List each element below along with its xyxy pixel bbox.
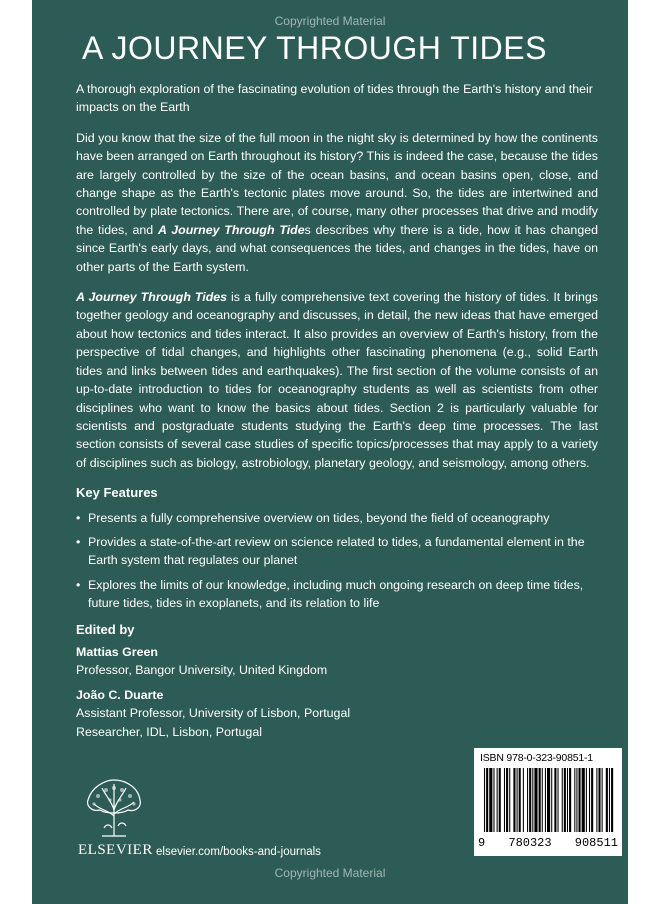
- barcode-bar: [586, 768, 587, 832]
- barcode-bar: [486, 768, 488, 832]
- editor-affiliation: Professor, Bangor University, United Kingdom: [76, 663, 328, 678]
- barcode-bar: [497, 768, 498, 832]
- barcode-bar: [493, 768, 494, 832]
- lead-paragraph: A thorough exploration of the fascinating evolution of tides through the Earth's history and their impacts on the Earth: [76, 82, 593, 115]
- barcode-bar: [562, 768, 563, 832]
- barcode-bar: [582, 768, 585, 832]
- barcode-bar: [591, 768, 593, 832]
- barcode-bar: [506, 768, 508, 832]
- barcode-bar: [564, 768, 566, 832]
- paragraph-1-text-b: s describes why there is a tide, how it has changed since Earth's early days, and what consequences the tides, and changes in the tides, have on other parts of the Earth system.: [76, 222, 598, 274]
- barcode-bar: [504, 768, 505, 832]
- barcode-bar: [542, 768, 543, 832]
- barcode-bar: [596, 768, 597, 832]
- barcode-bar: [519, 768, 521, 832]
- back-cover: [32, 0, 628, 904]
- barcode-bar: [558, 768, 559, 832]
- isbn-number: ISBN 978-0-323-90851-1: [480, 752, 593, 764]
- barcode-bar: [539, 768, 541, 832]
- barcode-bar: [484, 768, 485, 832]
- publisher-website: elsevier.com/books-and-journals: [156, 846, 321, 858]
- barcode-bar: [509, 768, 510, 832]
- barcode-bar: [551, 768, 552, 832]
- barcode-bar: [567, 768, 568, 832]
- barcode-bar: [554, 768, 556, 832]
- barcode-bar: [489, 768, 492, 832]
- key-feature-item: • Explores the limits of our knowledge, including much ongoing research on deep time tides, future tides, tides in exoplanets, and its relation to life: [76, 576, 598, 613]
- publisher-name: ELSEVIER: [78, 842, 153, 858]
- paragraph-1-book-title: A Journey Through Tide: [157, 222, 305, 237]
- elsevier-tree-logo-icon: [82, 776, 146, 840]
- barcode-bar: [611, 768, 613, 832]
- barcode-bar: [513, 768, 515, 832]
- barcode-bars: [482, 768, 614, 834]
- paragraph-2-book-title: A Journey Through Tides: [76, 290, 228, 305]
- key-features-list: [76, 509, 598, 613]
- barcode-label: [474, 748, 622, 856]
- barcode-bar: [517, 768, 518, 832]
- barcode-bar: [523, 768, 524, 832]
- blurb: [76, 80, 598, 747]
- barcode-bar: [569, 768, 571, 832]
- editor-1: [76, 643, 598, 680]
- editor-name: Mattias Green: [76, 644, 158, 659]
- paragraph-1: [76, 129, 598, 276]
- paragraph-2: [76, 288, 598, 472]
- barcode-digit-group: 908511: [574, 836, 618, 850]
- barcode-bar: [576, 768, 577, 832]
- editor-affiliation: Researcher, IDL, Lisbon, Portugal: [76, 724, 262, 739]
- book-title: A JOURNEY THROUGH TIDES: [82, 30, 547, 66]
- key-features-heading: Key Features: [76, 485, 158, 501]
- barcode-bar: [598, 768, 600, 832]
- barcode-bar: [609, 768, 610, 832]
- watermark-bottom: Copyrighted Material: [274, 866, 386, 880]
- barcode-digit-group: 780323: [508, 836, 552, 850]
- paragraph-2-text: is a fully comprehensive text covering the history of tides. It brings together geology and oceanography and discusses, in detail, the new ideas that have emerged about how tectonics and tides interact. It also provides an overview of Earth's history, from the perspective of tidal changes, and highlights other fascinating phenomena (e.g., solid Earth tides and links between tides and earthquakes). The first section of the volume consists of an up-to-date introduction to tides for oceanography students as well as scientists from other disciplines who want to know the basics about tides. Section 2 is particularly valuable for scientists and postgraduate students studying the Earth's deep time processes. The last section consists of several case studies of specific topics/processes that may apply to a variety of disciplines such as biology, astrobiology, planetary geology, and seismology, among others.: [76, 290, 598, 470]
- editor-affiliation: Assistant Professor, University of Lisbon, Portugal: [76, 706, 351, 721]
- editor-name: João C. Duarte: [76, 687, 164, 702]
- key-feature-item: • Presents a fully comprehensive overview on tides, beyond the field of oceanography: [76, 509, 598, 527]
- barcode-bar: [602, 768, 603, 832]
- barcode-digit-group: 9: [478, 836, 486, 850]
- editor-2: [76, 686, 598, 741]
- edited-by-heading: Edited by: [76, 621, 135, 637]
- barcode-digits: [478, 836, 618, 850]
- barcode-bar: [547, 768, 550, 832]
- barcode-bar: [545, 768, 546, 832]
- watermark-top: Copyrighted Material: [274, 14, 386, 28]
- barcode-bar: [574, 768, 575, 832]
- barcode-bar: [529, 768, 531, 832]
- barcode-bar: [532, 768, 533, 832]
- barcode-bar: [606, 768, 608, 832]
- key-feature-item: • Provides a state-of-the-art review on science related to tides, a fundamental element in the Earth system that regulates our planet: [76, 533, 598, 570]
- barcode-bar: [527, 768, 528, 832]
- barcode-bar: [579, 768, 581, 832]
- barcode-bar: [589, 768, 590, 832]
- barcode-bar: [534, 768, 537, 832]
- barcode-bar: [499, 768, 501, 832]
- paragraph-1-text-a: Did you know that the size of the full moon in the night sky is determined by how the continents have been arranged on Earth throughout its history? This is indeed the case, because the tides are largely controlled by the size of the ocean basins, and ocean basins open, close, and change shape as the Earth's tectonic plates move around. So, the tides are intertwined and controlled by plate tectonics. There are, of course, many other processes that drive and modify the tides, and: [76, 130, 598, 237]
